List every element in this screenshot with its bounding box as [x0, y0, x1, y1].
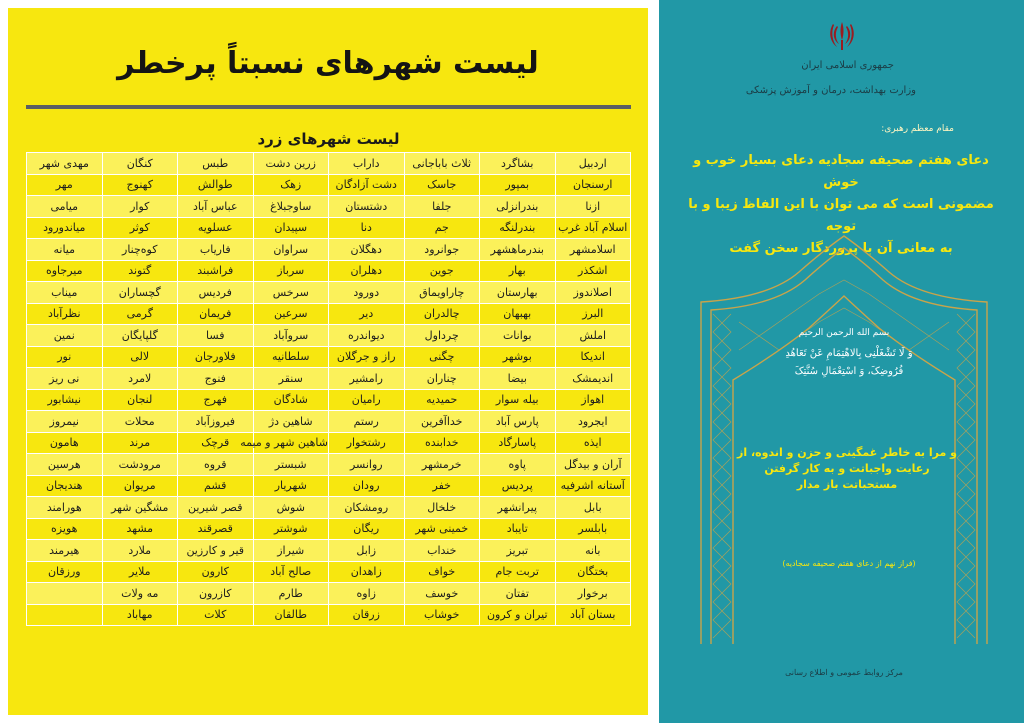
city-cell: هامون: [27, 432, 103, 454]
page-title: لیست شهرهای نسبتاً پرخطر: [117, 46, 539, 81]
city-cell: اصلاندوز: [555, 282, 631, 304]
city-cell: ملایر: [102, 561, 178, 583]
city-cell: پاوه: [480, 454, 556, 476]
city-cell: فلاورجان: [178, 346, 254, 368]
city-cell: خدابنده: [404, 432, 480, 454]
city-cell: رستم: [329, 411, 405, 433]
city-cell: [27, 604, 103, 626]
city-cell: جلفا: [404, 196, 480, 218]
city-cell: قشم: [178, 475, 254, 497]
city-cell: مرودشت: [102, 454, 178, 476]
city-cell: گتوند: [102, 260, 178, 282]
city-cell: لامرد: [102, 368, 178, 390]
arabic-verse-line: وَ لَا تَشْغَلْنِی بِالاهْتِمَامِ عَنْ تَعَاهُدِ: [785, 348, 913, 359]
basmala: بسم الله الرحمن الرحیم: [798, 328, 890, 338]
city-cell: صالح آباد: [253, 561, 329, 583]
city-cell: ایجرود: [555, 411, 631, 433]
city-cell: پیرانشهر: [480, 497, 556, 519]
city-cell: اشکذر: [555, 260, 631, 282]
city-cell: فاریاب: [178, 239, 254, 261]
city-cell: دنا: [329, 217, 405, 239]
city-cell: بوانات: [480, 325, 556, 347]
city-cell: بهار: [480, 260, 556, 282]
city-cell: قصرقند: [178, 518, 254, 540]
city-cell: اسلام آباد غرب: [555, 217, 631, 239]
city-cell: قرچک: [178, 432, 254, 454]
city-cell: چناران: [404, 368, 480, 390]
city-cell: فهرج: [178, 389, 254, 411]
city-cell: رشتخوار: [329, 432, 405, 454]
city-cell: شاهین شهر و میمه: [253, 432, 329, 454]
city-cell: میناب: [27, 282, 103, 304]
city-cell: سراوان: [253, 239, 329, 261]
city-cell: فراشبند: [178, 260, 254, 282]
arabic-verse-line: فُرُوضِکَ، وَ اسْتِعْمَالِ سُنَّتِکَ: [794, 366, 904, 377]
iran-emblem-icon: [828, 20, 856, 52]
city-cell: طالقان: [253, 604, 329, 626]
city-cell: البرز: [555, 303, 631, 325]
city-cell: [27, 583, 103, 605]
city-cell: مه ولات: [102, 583, 178, 605]
city-cell: عسلویه: [178, 217, 254, 239]
table-row: [27, 561, 631, 583]
city-cell: دهلران: [329, 260, 405, 282]
city-cell: شوشتر: [253, 518, 329, 540]
city-cell: لالی: [102, 346, 178, 368]
city-cell: جم: [404, 217, 480, 239]
city-cell: خوسف: [404, 583, 480, 605]
city-cell: چالدران: [404, 303, 480, 325]
city-cell: سلطانیه: [253, 346, 329, 368]
city-cell: سرعین: [253, 303, 329, 325]
city-cell: جوین: [404, 260, 480, 282]
city-cell: دشت آزادگان: [329, 174, 405, 196]
city-cell: مهدی شهر: [27, 153, 103, 175]
city-cell: اندیمشک: [555, 368, 631, 390]
table-row: [27, 174, 631, 196]
header-republic: جمهوری اسلامی ایران: [801, 60, 894, 71]
city-cell: هورامند: [27, 497, 103, 519]
city-cell: رودان: [329, 475, 405, 497]
city-cell: میانه: [27, 239, 103, 261]
table-row: [27, 346, 631, 368]
city-cell: محلات: [102, 411, 178, 433]
city-cell: دشتستان: [329, 196, 405, 218]
table-row: [27, 368, 631, 390]
table-row: [27, 475, 631, 497]
city-cell: ملارد: [102, 540, 178, 562]
city-cell: گرمی: [102, 303, 178, 325]
city-cell: داراب: [329, 153, 405, 175]
city-cell: طوالش: [178, 174, 254, 196]
city-cell: گلپایگان: [102, 325, 178, 347]
city-cell: اهواز: [555, 389, 631, 411]
city-cell: دیر: [329, 303, 405, 325]
table-heading: لیست شهرهای زرد: [257, 130, 400, 148]
city-cell: بیضا: [480, 368, 556, 390]
table-row: [27, 303, 631, 325]
table-row: [27, 540, 631, 562]
city-cell: زاوه: [329, 583, 405, 605]
city-cell: سرباز: [253, 260, 329, 282]
city-cell: خداآفرین: [404, 411, 480, 433]
city-cell: کوار: [102, 196, 178, 218]
table-row: [27, 432, 631, 454]
city-cell: رامشیر: [329, 368, 405, 390]
city-cell: زهک: [253, 174, 329, 196]
city-cell: شاهین دژ: [253, 411, 329, 433]
city-cell: سرخس: [253, 282, 329, 304]
city-cell: چگنی: [404, 346, 480, 368]
city-cell: بابل: [555, 497, 631, 519]
city-cell: جوانرود: [404, 239, 480, 261]
quote-line: مضمونی است که می توان با این الفاظ زیبا و با توجه: [688, 197, 994, 234]
city-cell: املش: [555, 325, 631, 347]
city-cell: فیروزآباد: [178, 411, 254, 433]
quote-line: دعای هفتم صحیفه سجادیه دعای بسیار خوب و خوش: [693, 153, 989, 190]
city-cell: مشگین شهر: [102, 497, 178, 519]
city-cell: تبریز: [480, 540, 556, 562]
city-cell: روانسر: [329, 454, 405, 476]
city-cell: رامیان: [329, 389, 405, 411]
city-cell: فردیس: [178, 282, 254, 304]
city-cell: مریوان: [102, 475, 178, 497]
city-cell: بیله سوار: [480, 389, 556, 411]
footer-org: مرکز روابط عمومی و اطلاع رسانی: [785, 668, 903, 677]
city-cell: نیشابور: [27, 389, 103, 411]
city-cell: بانه: [555, 540, 631, 562]
city-cell: نیمروز: [27, 411, 103, 433]
city-cell: کوه‌چنار: [102, 239, 178, 261]
city-cell: هیرمند: [27, 540, 103, 562]
table-row: [27, 325, 631, 347]
city-cell: ساوجبلاغ: [253, 196, 329, 218]
city-cell: چرداول: [404, 325, 480, 347]
yellow-cities-panel: [8, 8, 648, 715]
city-cell: قیر و کارزین: [178, 540, 254, 562]
city-cell: فریمان: [178, 303, 254, 325]
table-row: [27, 389, 631, 411]
table-row: [27, 217, 631, 239]
city-cell: دیواندره: [329, 325, 405, 347]
city-cell: هندیجان: [27, 475, 103, 497]
cities-table-body: [27, 153, 631, 626]
city-cell: سنقر: [253, 368, 329, 390]
header-ministry: وزارت بهداشت، درمان و آموزش پزشکی: [745, 85, 916, 96]
city-cell: بهبهان: [480, 303, 556, 325]
city-cell: شادگان: [253, 389, 329, 411]
city-cell: آران و بیدگل: [555, 454, 631, 476]
city-cell: کلات: [178, 604, 254, 626]
city-cell: تربت جام: [480, 561, 556, 583]
city-cell: رومشکان: [329, 497, 405, 519]
city-cell: بهارستان: [480, 282, 556, 304]
city-cell: سپیدان: [253, 217, 329, 239]
city-cell: زابل: [329, 540, 405, 562]
city-cell: ریگان: [329, 518, 405, 540]
translation-line: و مرا به خاطر غمگینی و حزن و اندوه، از: [737, 446, 957, 459]
table-row: [27, 497, 631, 519]
leader-label: مقام معظم رهبری:: [881, 124, 954, 134]
city-cell: اسلامشهر: [555, 239, 631, 261]
city-cell: ارسنجان: [555, 174, 631, 196]
city-cell: زرقان: [329, 604, 405, 626]
city-cell: بوشهر: [480, 346, 556, 368]
table-row: [27, 282, 631, 304]
city-cell: کنگان: [102, 153, 178, 175]
prayer-panel: [659, 0, 1024, 723]
city-cell: نور: [27, 346, 103, 368]
city-cell: بندرلنگه: [480, 217, 556, 239]
city-cell: پاسارگاد: [480, 432, 556, 454]
city-cell: طارم: [253, 583, 329, 605]
ornamental-arch-frame: [699, 232, 989, 646]
city-cell: کازرون: [178, 583, 254, 605]
city-cell: میاندورود: [27, 217, 103, 239]
city-cell: بندرماهشهر: [480, 239, 556, 261]
city-cell: پارس آباد: [480, 411, 556, 433]
city-cell: هویزه: [27, 518, 103, 540]
table-row: [27, 260, 631, 282]
city-cell: تفتان: [480, 583, 556, 605]
city-cell: تیران و کرون: [480, 604, 556, 626]
city-cell: برخوار: [555, 583, 631, 605]
city-cell: کوثر: [102, 217, 178, 239]
city-cell: ثلاث باباجانی: [404, 153, 480, 175]
city-cell: اردبیل: [555, 153, 631, 175]
city-cell: شوش: [253, 497, 329, 519]
city-cell: بمپور: [480, 174, 556, 196]
city-cell: خفر: [404, 475, 480, 497]
city-cell: لنجان: [102, 389, 178, 411]
table-row: [27, 604, 631, 626]
city-cell: دورود: [329, 282, 405, 304]
city-cell: حمیدیه: [404, 389, 480, 411]
city-cell: زاهدان: [329, 561, 405, 583]
city-cell: خرمشهر: [404, 454, 480, 476]
city-cell: شبستر: [253, 454, 329, 476]
city-cell: قصر شیرین: [178, 497, 254, 519]
city-cell: هرسین: [27, 454, 103, 476]
city-cell: شیراز: [253, 540, 329, 562]
translation-line: مستحباتت باز مدار: [796, 478, 898, 491]
city-cell: آستانه اشرفیه: [555, 475, 631, 497]
city-cell: شهریار: [253, 475, 329, 497]
city-cell: مهر: [27, 174, 103, 196]
city-cell: ازنا: [555, 196, 631, 218]
persian-translation: [737, 445, 957, 493]
city-cell: تایباد: [480, 518, 556, 540]
city-cell: فسا: [178, 325, 254, 347]
city-cell: نظرآباد: [27, 303, 103, 325]
city-cell: طبس: [178, 153, 254, 175]
yellow-cities-table: [26, 152, 631, 626]
city-cell: قروه: [178, 454, 254, 476]
city-cell: نی ریز: [27, 368, 103, 390]
city-cell: خلخال: [404, 497, 480, 519]
city-cell: فنوج: [178, 368, 254, 390]
city-cell: کهنوج: [102, 174, 178, 196]
city-cell: میامی: [27, 196, 103, 218]
table-row: [27, 239, 631, 261]
city-cell: اندیکا: [555, 346, 631, 368]
city-cell: ایذه: [555, 432, 631, 454]
city-cell: نمین: [27, 325, 103, 347]
quote-line: به معانی آن با پروردگار سخن گفت: [729, 241, 953, 256]
city-cell: خواف: [404, 561, 480, 583]
translation-line: رعایت واجباتت و به کار گرفتن: [764, 462, 930, 475]
city-cell: گچساران: [102, 282, 178, 304]
city-cell: پردیس: [480, 475, 556, 497]
city-cell: خمینی شهر: [404, 518, 480, 540]
title-divider: [26, 105, 631, 109]
city-cell: زرین دشت: [253, 153, 329, 175]
table-row: [27, 153, 631, 175]
city-cell: دهگلان: [329, 239, 405, 261]
table-row: [27, 583, 631, 605]
city-cell: بختگان: [555, 561, 631, 583]
city-cell: مهاباد: [102, 604, 178, 626]
city-cell: خوشاب: [404, 604, 480, 626]
city-cell: بابلسر: [555, 518, 631, 540]
city-cell: مرند: [102, 432, 178, 454]
city-cell: خنداب: [404, 540, 480, 562]
source-citation: (فراز نهم از دعای هفتم صحیفه سجادیه): [782, 559, 916, 568]
city-cell: سروآباد: [253, 325, 329, 347]
city-cell: بشاگرد: [480, 153, 556, 175]
city-cell: بستان آباد: [555, 604, 631, 626]
city-cell: عباس آباد: [178, 196, 254, 218]
table-row: [27, 454, 631, 476]
city-cell: جاسک: [404, 174, 480, 196]
city-cell: میرجاوه: [27, 260, 103, 282]
table-row: [27, 411, 631, 433]
city-cell: مشهد: [102, 518, 178, 540]
city-cell: کارون: [178, 561, 254, 583]
cities-table-container: [26, 126, 631, 626]
city-cell: راز و جرگلان: [329, 346, 405, 368]
city-cell: چاراویماق: [404, 282, 480, 304]
city-cell: بندرانزلی: [480, 196, 556, 218]
table-row: [27, 518, 631, 540]
table-row: [27, 196, 631, 218]
city-cell: ورزقان: [27, 561, 103, 583]
